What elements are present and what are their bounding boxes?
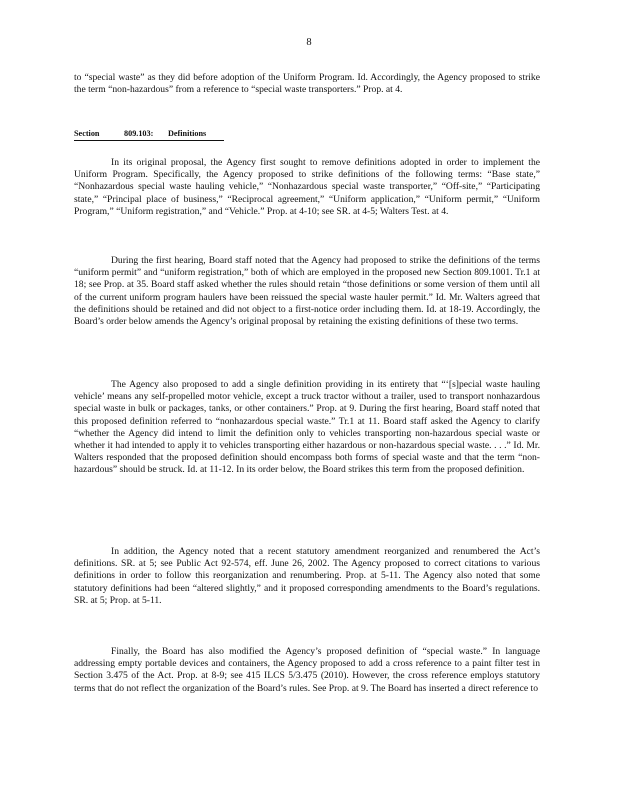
page-number: 8 — [306, 37, 312, 48]
section-number: 809.103: — [124, 129, 154, 138]
paragraph-original-proposal: In its original proposal, the Agency first sought to remove definitions adopted in order to implement the Uniform Program. Specifically, the Agency proposed to strike definitions of the following terms: “Base state,” “Nonhazardous special waste hauling vehicle,” “Nonhazardous special waste transporter,” “Off-site,” “Participating state,” “Principal place of business,” “Reciprocal agreement,” “Uniform application,” “Uniform permit,” “Uniform Program,” “Uniform registration,” and “Vehicle.” Prop. at 4-10; see SR. at 4-5; Walters Test. at 4. — [74, 157, 540, 217]
paragraph-special-waste-definition: Finally, the Board has also modified the Agency’s proposed definition of “special waste.” In language addressing empty portable devices and containers, the Agency proposed to add a cross reference to a paint filter test in Section 3.475 of the Act. Prop. at 8-9; see 415 ILCS 5/3.475 (2010). However, the cross reference employs statutory terms that do not reflect the organization of the Board’s rules. See Prop. at 9. The Board has inserted a direct reference to — [74, 646, 540, 694]
section-label: Section — [74, 129, 100, 138]
paragraph-first-hearing: During the first hearing, Board staff noted that the Agency had proposed to strike the definitions of the terms “uniform permit” and “uniform registration,” both of which are employed in the proposed new Section 809.1001. Tr.1 at 18; see Prop. at 35. Board staff asked whether the rules should retain “those definitions or some version of them until all of the current uniform program haulers have been reissued the special waste hauler permit.” Id. Mr. Walters agreed that the definitions should be retained and did not object to a first-notice order including them. Id. at 18-19. Accordingly, the Board’s order below amends the Agency’s original proposal by retaining the existing definitions of these two terms. — [74, 255, 540, 328]
section-heading — [74, 129, 224, 141]
paragraph-hauling-vehicle-definition: The Agency also proposed to add a single definition providing in its entirety that “‘[s]pecial waste hauling vehicle’ means any self-propelled motor vehicle, except a truck tractor without a trailer, used to transport nonhazardous special waste in bulk or packages, tanks, or other containers.” Prop. at 9. During the first hearing, Board staff noted that this proposed definition referred to “nonhazardous special waste.” Tr.1 at 11. Board staff asked the Agency to clarify “whether the Agency did intend to limit the definition only to vehicles transporting non-hazardous special waste or whether it had intended to apply it to vehicles transporting either hazardous or non-hazardous special waste. . . .” Id. Mr. Walters responded that the proposed definition should encompass both forms of special waste and that the term “non-hazardous” should be struck. Id. at 11-12. In its order below, the Board strikes this term from the proposed definition. — [74, 379, 540, 476]
paragraph-statutory-amendment: In addition, the Agency noted that a recent statutory amendment reorganized and renumbered the Act’s definitions. SR. at 5; see Public Act 92-574, eff. June 26, 2002. The Agency proposed to correct citations to various definitions in order to follow this reorganization and renumbering. Prop. at 5-11. The Agency also noted that some statutory definitions had been “altered slightly,” and it proposed corresponding amendments to the Board’s regulations. SR. at 5; Prop. at 5-11. — [74, 546, 540, 606]
paragraph-continuation: to “special waste” as they did before adoption of the Uniform Program. Id. Accordingly, the Agency proposed to strike the term “non-hazardous” from a reference to “special waste transporters.” Prop. at 4. — [74, 72, 540, 96]
section-title: Definitions — [168, 129, 207, 138]
